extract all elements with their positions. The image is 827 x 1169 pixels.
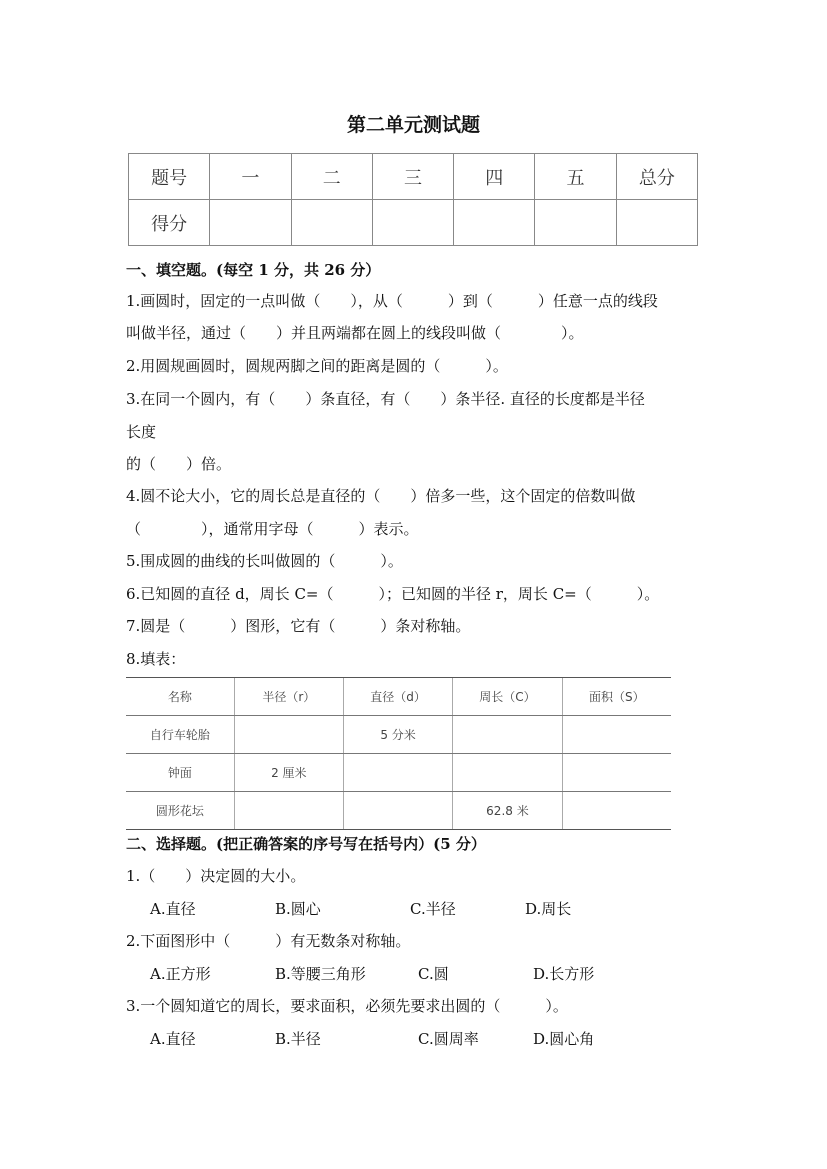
circle-fill-table	[126, 677, 671, 830]
fill-line: 3.在同一个圆内，有（ ）条直径，有（ ）条半径. 直径的长度都是半径	[126, 390, 645, 408]
score-header-cell: 一	[210, 154, 291, 200]
choice-question: 3.一个圆知道它的周长，要求面积，必须先要求出圆的（ ）。	[126, 997, 568, 1015]
score-header-cell: 四	[454, 154, 535, 200]
choice-option[interactable]: A.直径	[150, 1030, 196, 1048]
score-header-cell: 题号	[129, 154, 210, 200]
score-table	[128, 153, 698, 246]
fill-header-cell: 直径（d）	[343, 678, 452, 716]
fill-line: 2.用圆规画圆时，圆规两脚之间的距离是圆的（ ）。	[126, 357, 508, 375]
fill-line: 的（ ）倍。	[126, 455, 232, 473]
fill-line: 1.画圆时，固定的一点叫做（ ），从（ ）到（ ）任意一点的线段	[126, 292, 658, 310]
fill-line: （ ），通常用字母（ ）表示。	[126, 520, 419, 538]
fill-table-header	[126, 678, 671, 716]
section2-heading: 二、选择题。(把正确答案的序号写在括号内）(5 分）	[126, 835, 486, 853]
table-cell[interactable]	[453, 754, 562, 792]
choice-option[interactable]: D.长方形	[533, 965, 595, 983]
fill-line: 5.围成圆的曲线的长叫做圆的（ ）。	[126, 552, 403, 570]
choice-option[interactable]: D.周长	[525, 900, 572, 918]
row-label: 自行车轮胎	[126, 716, 234, 754]
table-cell[interactable]	[343, 754, 452, 792]
choice-question: 1.（ ）决定圆的大小。	[126, 867, 306, 885]
choice-option[interactable]: B.等腰三角形	[275, 965, 366, 983]
choice-question: 2.下面图形中（ ）有无数条对称轴。	[126, 932, 411, 950]
score-cell[interactable]	[291, 200, 372, 246]
table-cell: 5 分米	[343, 716, 452, 754]
table-row	[126, 754, 671, 792]
choice-option[interactable]: D.圆心角	[533, 1030, 595, 1048]
fill-line: 4.圆不论大小，它的周长总是直径的（ ）倍多一些，这个固定的倍数叫做	[126, 487, 636, 505]
choice-option[interactable]: A.直径	[150, 900, 196, 918]
fill-header-cell: 面积（S）	[562, 678, 671, 716]
score-header-cell: 三	[372, 154, 453, 200]
table-cell[interactable]	[562, 716, 671, 754]
fill-line: 8.填表：	[126, 650, 186, 668]
choice-option[interactable]: B.半径	[275, 1030, 321, 1048]
score-cell[interactable]	[616, 200, 697, 246]
page-title: 第二单元测试题	[346, 114, 480, 136]
row-label: 钟面	[126, 754, 234, 792]
score-value-row	[129, 200, 698, 246]
fill-header-cell: 半径（r）	[234, 678, 343, 716]
score-header-cell: 五	[535, 154, 616, 200]
table-cell[interactable]	[234, 792, 343, 830]
choice-option[interactable]: A.正方形	[150, 965, 211, 983]
score-cell[interactable]	[210, 200, 291, 246]
score-cell[interactable]	[535, 200, 616, 246]
score-cell[interactable]	[454, 200, 535, 246]
choice-option[interactable]: C.半径	[410, 900, 456, 918]
section1-heading: 一、填空题。(每空 1 分，共 26 分）	[126, 261, 381, 279]
table-cell[interactable]	[562, 792, 671, 830]
score-row-label: 得分	[129, 200, 210, 246]
choice-option[interactable]: B.圆心	[275, 900, 321, 918]
fill-line: 6.已知圆的直径 d，周长 C=（ ）；已知圆的半径 r，周长 C=（ ）。	[126, 585, 660, 603]
score-header-row	[129, 154, 698, 200]
table-row	[126, 716, 671, 754]
table-cell[interactable]	[562, 754, 671, 792]
table-cell[interactable]	[453, 716, 562, 754]
choice-option[interactable]: C.圆周率	[418, 1030, 479, 1048]
fill-header-cell: 名称	[126, 678, 234, 716]
fill-line: 长度	[126, 423, 157, 441]
score-header-cell: 二	[291, 154, 372, 200]
score-cell[interactable]	[372, 200, 453, 246]
table-cell[interactable]	[234, 716, 343, 754]
table-cell[interactable]	[343, 792, 452, 830]
score-header-cell: 总分	[616, 154, 697, 200]
fill-line: 7.圆是（ ）图形，它有（ ）条对称轴。	[126, 617, 471, 635]
table-row	[126, 792, 671, 830]
fill-header-cell: 周长（C）	[453, 678, 562, 716]
choice-option[interactable]: C.圆	[418, 965, 449, 983]
fill-line: 叫做半径，通过（ ）并且两端都在圆上的线段叫做（ ）。	[126, 324, 584, 342]
table-cell: 62.8 米	[453, 792, 562, 830]
table-cell: 2 厘米	[234, 754, 343, 792]
row-label: 圆形花坛	[126, 792, 234, 830]
